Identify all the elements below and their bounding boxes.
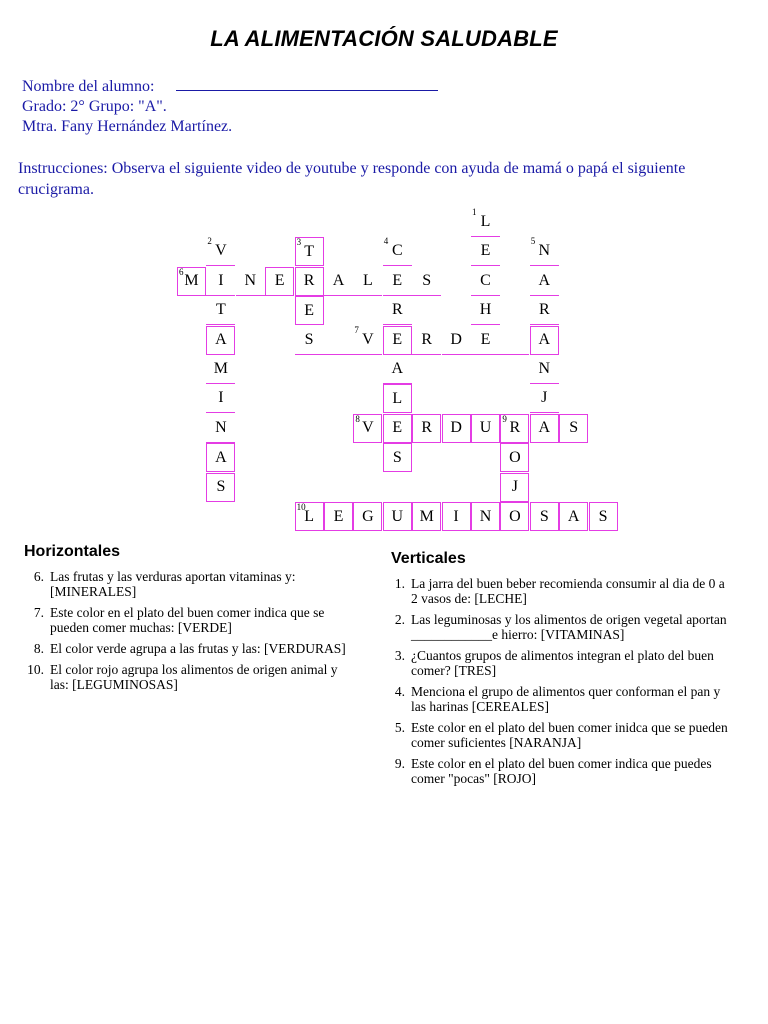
cell-letter: A — [215, 448, 227, 466]
clue-number: 6 — [179, 266, 184, 277]
clue-number: 9 — [502, 413, 507, 424]
crossword-cell[interactable] — [471, 237, 500, 266]
crossword-cell[interactable] — [471, 296, 500, 325]
cell-letter: L — [480, 213, 491, 230]
crossword-cell[interactable] — [412, 502, 441, 531]
cell-letter: V — [362, 419, 374, 437]
crossword-cell[interactable] — [471, 267, 500, 296]
crossword-cell[interactable] — [206, 326, 235, 355]
crossword-cell[interactable] — [353, 326, 382, 355]
student-name-label: Nombre del alumno: — [22, 78, 155, 95]
cell-letter: S — [539, 507, 549, 525]
clue-number: 5. — [394, 720, 405, 735]
clue-number: 5 — [530, 236, 536, 247]
crossword-cell[interactable] — [412, 267, 441, 296]
cell-letter: I — [218, 271, 224, 289]
cell-letter: S — [216, 478, 226, 496]
clue-number: 8 — [355, 413, 360, 424]
clue-text: Este color en el plato del buen comer inidca que se pueden comer suficientes [NARANJA] — [411, 720, 728, 750]
crossword-cell[interactable] — [206, 355, 235, 384]
clue-item — [385, 612, 730, 642]
crossword-cell[interactable] — [383, 414, 412, 443]
clue-item — [385, 576, 730, 606]
cell-letter: J — [541, 389, 548, 407]
cell-letter: H — [479, 301, 492, 319]
crossword-cell[interactable] — [324, 326, 353, 355]
cell-letter: S — [304, 330, 314, 348]
crossword-cell[interactable] — [471, 326, 500, 355]
cell-letter: M — [184, 272, 199, 290]
crossword-cell[interactable] — [353, 267, 382, 296]
clue-number: 10. — [27, 662, 44, 677]
cell-letter: O — [509, 507, 521, 525]
clue-number: 1 — [472, 207, 477, 217]
clue-item — [385, 684, 730, 714]
clue-item — [385, 648, 730, 678]
cell-letter: G — [362, 507, 374, 525]
cell-letter: R — [303, 272, 315, 290]
crossword-cell[interactable] — [206, 296, 235, 325]
cell-letter: J — [511, 478, 518, 496]
cell-letter: R — [421, 419, 433, 437]
vertical-clues — [385, 576, 730, 792]
crossword-cell[interactable] — [471, 414, 500, 443]
cell-letter: O — [509, 448, 521, 466]
crossword-cell[interactable] — [530, 414, 559, 443]
clue-text: Este color en el plato del buen comer indica que se pueden comer muchas: [VERDE] — [50, 605, 325, 635]
crossword-cell[interactable] — [530, 326, 559, 355]
cell-letter: L — [363, 271, 373, 289]
crossword-cell[interactable] — [412, 326, 441, 355]
cell-letter: E — [392, 331, 403, 349]
cell-letter: T — [304, 242, 314, 260]
crossword-cell[interactable] — [324, 267, 353, 296]
cell-letter: T — [216, 301, 226, 319]
crossword-cell[interactable] — [383, 384, 412, 413]
student-info — [22, 76, 438, 137]
clue-item — [24, 569, 354, 599]
cell-letter: A — [538, 331, 551, 349]
cell-letter: M — [419, 507, 434, 525]
cell-letter: U — [391, 507, 404, 525]
cell-letter: E — [304, 301, 314, 319]
cell-letter: E — [480, 242, 491, 260]
cell-letter: U — [479, 419, 492, 437]
clue-number: 3. — [394, 648, 405, 663]
crossword-cell[interactable] — [442, 326, 471, 355]
crossword-cell[interactable] — [177, 267, 206, 296]
crossword-cell[interactable] — [530, 296, 559, 325]
clue-text: La jarra del buen beber recomienda consumir al dia de 0 a 2 vasos de: [LECHE] — [411, 576, 725, 606]
cell-letter: R — [391, 301, 403, 319]
cell-letter: R — [421, 330, 433, 348]
cell-letter: N — [479, 507, 492, 525]
cell-letter: I — [453, 507, 459, 525]
cell-letter: I — [218, 389, 224, 407]
clue-text: ¿Cuantos grupos de alimentos integran el plato del buen comer? [TRES] — [411, 648, 714, 678]
clue-text: Las frutas y las verduras aportan vitaminas y: [MINERALES] — [50, 569, 296, 599]
crossword-cell[interactable] — [500, 326, 529, 355]
clue-number: 7. — [33, 605, 44, 620]
clue-item — [24, 605, 354, 635]
clue-item — [385, 720, 730, 750]
crossword-cell[interactable] — [206, 237, 235, 266]
cell-letter: D — [450, 330, 462, 348]
crossword-cell[interactable] — [471, 502, 500, 531]
grade-group-line: Grado: 2° Grupo: "A". — [22, 98, 167, 115]
teacher-line: Mtra. Fany Hernández Martínez. — [22, 118, 233, 135]
clue-number: 2 — [207, 236, 212, 247]
crossword-cell[interactable] — [295, 326, 324, 355]
cell-letter: V — [362, 330, 374, 348]
cell-letter: S — [422, 271, 432, 289]
crossword-cell[interactable] — [236, 267, 265, 296]
cell-letter: E — [392, 419, 403, 437]
clue-number: 9. — [394, 756, 405, 771]
crossword-cell[interactable] — [206, 267, 235, 296]
clue-item — [385, 756, 730, 786]
crossword-cell[interactable] — [206, 443, 235, 472]
clue-number: 4 — [383, 236, 389, 247]
crossword-cell[interactable] — [500, 414, 529, 443]
clue-number: 4. — [394, 684, 405, 699]
crossword-cell[interactable] — [530, 355, 559, 384]
crossword-cell[interactable] — [206, 414, 235, 443]
cell-letter: L — [304, 507, 314, 525]
cell-letter: E — [392, 271, 403, 289]
clue-number: 7 — [354, 324, 359, 335]
clue-item — [24, 641, 354, 656]
cell-letter: C — [391, 242, 403, 260]
crossword-cell[interactable] — [500, 473, 529, 502]
cell-letter: C — [480, 271, 491, 289]
cell-letter: D — [450, 419, 462, 437]
cell-letter: L — [392, 389, 403, 407]
horizontal-clues — [24, 569, 354, 698]
cell-letter: A — [332, 271, 345, 289]
clue-text: El color rojo agrupa los alimentos de origen animal y las: [LEGUMINOSAS] — [50, 662, 338, 692]
student-name-row — [22, 76, 438, 97]
crossword-cell[interactable] — [265, 267, 294, 296]
clue-number: 3 — [296, 237, 302, 248]
crossword-cell[interactable] — [383, 296, 412, 325]
clue-number: 6. — [33, 569, 44, 584]
crossword-cell[interactable] — [295, 502, 324, 531]
crossword-cell[interactable] — [442, 414, 471, 443]
crossword-cell[interactable] — [295, 267, 324, 296]
clue-text: El color verde agrupa a las frutas y las: [VERDURAS] — [50, 641, 346, 656]
cell-letter: N — [538, 242, 551, 260]
cell-letter: A — [538, 419, 551, 437]
crossword-cell[interactable] — [206, 384, 235, 413]
crossword-cell[interactable] — [295, 237, 324, 266]
crossword-cell[interactable] — [353, 502, 382, 531]
crossword-cell[interactable] — [442, 502, 471, 531]
clue-number: 8. — [33, 641, 44, 656]
cell-letter: S — [598, 507, 608, 525]
cell-letter: M — [213, 360, 228, 377]
cell-letter: E — [480, 330, 491, 348]
crossword-cell[interactable] — [589, 502, 618, 531]
crossword-cell[interactable] — [530, 384, 559, 413]
crossword-cell[interactable] — [500, 443, 529, 472]
crossword-cell[interactable] — [383, 326, 412, 355]
crossword-cell[interactable] — [295, 296, 324, 325]
clue-number: 2. — [394, 612, 405, 627]
cell-letter: N — [244, 271, 257, 289]
cell-letter: R — [538, 301, 550, 319]
clue-number: 1. — [394, 576, 405, 591]
cell-letter: A — [567, 507, 580, 525]
crossword-cell[interactable] — [530, 267, 559, 296]
cell-letter: A — [215, 331, 227, 349]
crossword-cell[interactable] — [530, 237, 559, 266]
crossword-cell[interactable] — [383, 267, 412, 296]
crossword-cell[interactable] — [206, 473, 235, 502]
clue-text: Este color en el plato del buen comer indica que puedes comer "pocas" [ROJO] — [411, 756, 712, 786]
cell-letter: N — [538, 360, 551, 377]
crossword-cell[interactable] — [383, 502, 412, 531]
cell-letter: A — [391, 360, 404, 377]
crossword-cell[interactable] — [353, 414, 382, 443]
student-name-blank[interactable] — [176, 76, 438, 91]
crossword-cell[interactable] — [530, 502, 559, 531]
crossword-cell[interactable] — [324, 502, 353, 531]
cell-letter: N — [215, 418, 227, 436]
clue-number: 10 — [296, 502, 306, 512]
cell-letter: V — [215, 242, 227, 260]
cell-letter: E — [274, 272, 285, 290]
crossword-cell[interactable] — [383, 443, 412, 472]
page-title: LA ALIMENTACIÓN SALUDABLE — [210, 26, 558, 51]
vertical-heading: Verticales — [391, 550, 466, 567]
crossword-cell[interactable] — [383, 237, 412, 266]
cell-letter: S — [569, 419, 579, 437]
cell-letter: A — [538, 271, 551, 289]
horizontal-heading: Horizontales — [24, 543, 121, 560]
clue-text: Menciona el grupo de alimentos quer conforman el pan y las harinas [CEREALES] — [411, 684, 721, 714]
crossword-cell[interactable] — [471, 208, 500, 237]
crossword-cell[interactable] — [559, 414, 588, 443]
cell-letter: E — [333, 507, 344, 525]
clue-text: Las leguminosas y los alimentos de origen vegetal aportan ____________e hierro: [VITAMINAS] — [411, 612, 727, 642]
crossword-cell[interactable] — [383, 355, 412, 384]
crossword-cell[interactable] — [500, 502, 529, 531]
clue-item — [24, 662, 354, 692]
cell-letter: S — [392, 448, 402, 466]
crossword-cell[interactable] — [412, 414, 441, 443]
cell-letter: R — [509, 419, 521, 437]
instructions: Instrucciones: Observa el siguiente video de youtube y responde con ayuda de mamá o papá el siguiente crucigrama. — [18, 160, 686, 198]
crossword-cell[interactable] — [559, 502, 588, 531]
